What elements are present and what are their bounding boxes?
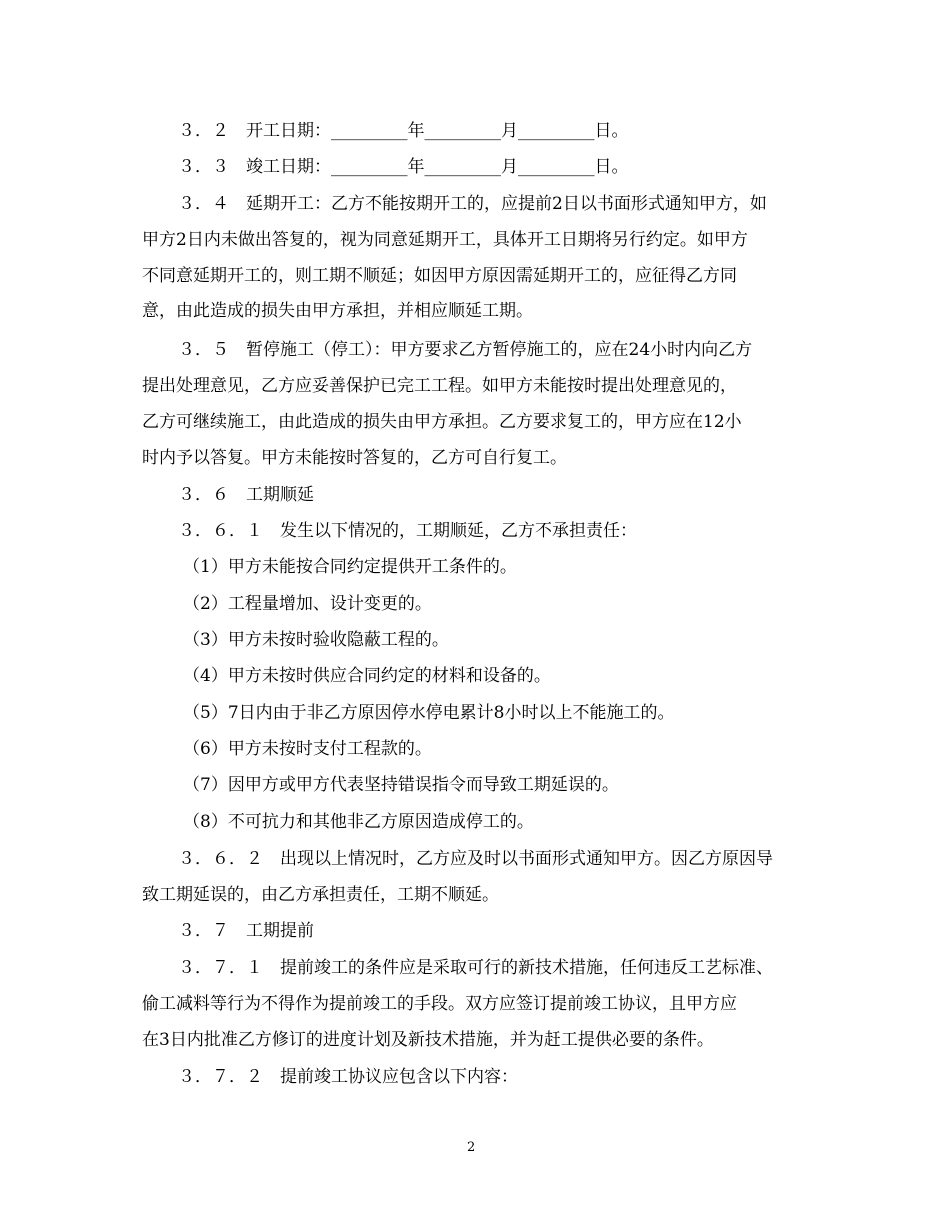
clause-3-6-heading: ３．６ 工期顺延 bbox=[178, 485, 314, 505]
list-item-8: （8）不可抗力和其他非乙方原因造成停工的。 bbox=[183, 812, 534, 832]
clause-3-7-2: ３．７．２ 提前竣工协议应包含以下内容： bbox=[178, 1067, 518, 1087]
clause-3-5-line-1: ３．５ 暂停施工（停工）：甲方要求乙方暂停施工的，应在24小时内向乙方 bbox=[178, 340, 753, 360]
clause-3-7-heading: ３．７ 工期提前 bbox=[178, 921, 314, 941]
list-item-5: （5）7日内由于非乙方原因停水停电累计8小时以上不能施工的。 bbox=[183, 703, 675, 723]
list-item-1: （1）甲方未能按合同约定提供开工条件的。 bbox=[183, 557, 517, 577]
clause-3-5-line-3: 乙方可继续施工，由此造成的损失由甲方承担。乙方要求复工的，甲方应在12小 bbox=[142, 412, 742, 432]
clause-3-2-start-date: ３．２ 开工日期：_________年_________月_________日。 bbox=[178, 121, 629, 141]
list-item-6: （6）甲方未按时支付工程款的。 bbox=[183, 739, 432, 759]
clause-3-7-1-line-3: 在3日内批准乙方修订的进度计划及新技术措施，并为赶工提供必要的条件。 bbox=[142, 1030, 714, 1050]
clause-3-6-1: ３．６．１ 发生以下情况的，工期顺延，乙方不承担责任： bbox=[178, 521, 637, 541]
list-item-2: （2）工程量增加、设计变更的。 bbox=[183, 594, 432, 614]
list-item-4: （4）甲方未按时供应合同约定的材料和设备的。 bbox=[183, 666, 551, 686]
clause-3-4-line-3: 不同意延期开工的，则工期不顺延；如因甲方原因需延期开工的，应征得乙方同 bbox=[142, 266, 737, 286]
clause-3-7-1-line-2: 偷工减料等行为不得作为提前竣工的手段。双方应签订提前竣工协议，且甲方应 bbox=[142, 994, 737, 1014]
clause-3-6-2-line-1: ３．６．２ 出现以上情况时，乙方应及时以书面形式通知甲方。因乙方原因导 bbox=[178, 849, 773, 869]
clause-3-5-line-2: 提出处理意见，乙方应妥善保护已完工工程。如甲方未能按时提出处理意见的， bbox=[142, 376, 737, 396]
clause-3-6-2-line-2: 致工期延误的，由乙方承担责任，工期不顺延。 bbox=[142, 885, 499, 905]
clause-3-3-completion-date: ３．３ 竣工日期：_________年_________月_________日。 bbox=[178, 157, 629, 177]
clause-3-7-1-line-1: ３．７．１ 提前竣工的条件应是采取可行的新技术措施，任何违反工艺标准、 bbox=[178, 958, 773, 978]
clause-3-4-line-4: 意，由此造成的损失由甲方承担，并相应顺延工期。 bbox=[142, 301, 533, 321]
clause-3-5-line-4: 时内予以答复。甲方未能按时答复的，乙方可自行复工。 bbox=[142, 448, 567, 468]
page-number: 2 bbox=[467, 1140, 476, 1155]
list-item-7: （7）因甲方或甲方代表坚持错误指令而导致工期延误的。 bbox=[183, 775, 619, 795]
list-item-3: （3）甲方未按时验收隐蔽工程的。 bbox=[183, 630, 449, 650]
clause-3-4-line-2: 甲方2日内未做出答复的，视为同意延期开工，具体开工日期将另行约定。如甲方 bbox=[142, 230, 748, 250]
clause-3-4-line-1: ３．４ 延期开工：乙方不能按期开工的，应提前2日以书面形式通知甲方，如 bbox=[178, 194, 767, 214]
